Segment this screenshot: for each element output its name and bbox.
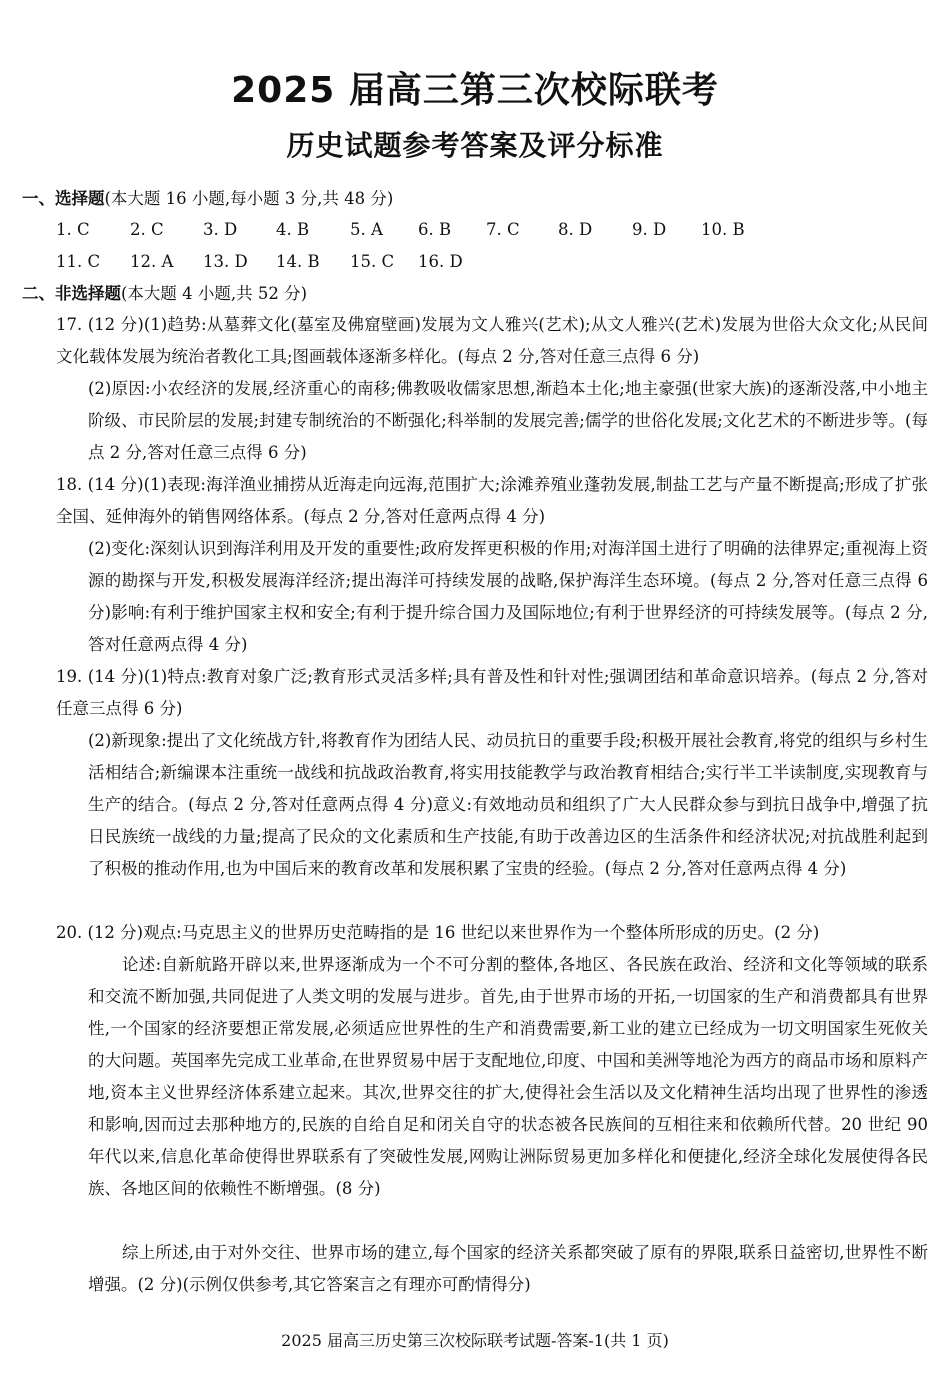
answer-3: 3. D	[203, 220, 238, 239]
q19-part1: 19. (14 分)(1)特点:教育对象广泛;教育形式灵活多样;具有普及性和针对性;强调团结和革命意识培养。(每点 2 分,答对任意三点得 6 分)	[56, 667, 928, 718]
page-title: 2025 届高三第三次校际联考	[231, 70, 719, 111]
answer-4: 4. B	[276, 220, 310, 239]
answer-13: 13. D	[203, 252, 248, 271]
answer-6: 6. B	[418, 220, 452, 239]
q18-part1: 18. (14 分)(1)表现:海洋渔业捕捞从近海走向远海,范围扩大;涂滩养殖业蓬勃发展,制盐工艺与产量不断提高;形成了扩张全国、延伸海外的销售网络体系。(每点 2 分,答对任意两点得 4 分)	[56, 475, 928, 526]
answer-1: 1. C	[56, 220, 90, 239]
q17-part1: 17. (12 分)(1)趋势:从墓葬文化(墓室及佛窟壁画)发展为文人雅兴(艺术);从文人雅兴(艺术)发展为世俗大众文化;从民间文化载体发展为统治者教化工具;图画载体逐渐多样化。(每点 2 分,答对任意三点得 6 分)	[56, 315, 928, 366]
section1-note: (本大题 16 小题,每小题 3 分,共 48 分)	[104, 189, 394, 208]
answer-15: 15. C	[350, 252, 395, 271]
q17-part2: (2)原因:小农经济的发展,经济重心的南移;佛教吸收儒家思想,渐趋本土化;地主豪强(世家大族)的逐渐没落,中小地主阶级、市民阶层的发展;封建专制统治的不断强化;科举制的发展完善;儒学的世俗化发展;文化艺术的不断进步等。(每点 2 分,答对任意三点得 6 分)	[88, 379, 928, 462]
q20-part1: 20. (12 分)观点:马克思主义的世界历史范畴指的是 16 世纪以来世界作为一个整体所形成的历史。(2 分)	[56, 923, 820, 942]
q20-part2: 论述:自新航路开辟以来,世界逐渐成为一个不可分割的整体,各地区、各民族在政治、经济和文化等领域的联系和交流不断加强,共同促进了人类文明的发展与进步。首先,由于世界市场的开拓,一切国家的生产和消费都具有世界性,一个国家的经济要想正常发展,必须适应世界性的生产和消费需要,新工业的建立已经成为一切文明国家生死攸关的大问题。英国率先完成工业革命,在世界贸易中居于支配地位,印度、中国和美洲等地沦为西方的商品市场和原料产地,资本主义世界经济体系建立起来。其次,世界交往的扩大,使得社会生活以及文化精神生活均出现了世界性的渗透和影响,因而过去那种地方的,民族的自给自足和闭关自守的状态被各民族间的互相往来和依赖所代替。20 世纪 90 年代以来,信息化革命使得世界联系有了突破性发展,网购让洲际贸易更加多样化和便捷化,经济全球化发展使得各民族、各地区间的依赖性不断增强。(8 分)	[88, 955, 928, 1198]
q18-part2: (2)变化:深刻认识到海洋利用及开发的重要性;政府发挥更积极的作用;对海洋国土进行了明确的法律界定;重视海上资源的勘探与开发,积极发展海洋经济;提出海洋可持续发展的战略,保护海洋生态环境。(每点 2 分,答对任意三点得 6 分)影响:有利于维护国家主权和安全;有利于提升综合国力及国际地位;有利于世界经济的可持续发展等。(每点 2 分,答对任意两点得 4 分)	[88, 539, 928, 654]
page-footer: 2025 届高三历史第三次校际联考试题-答案-1(共 1 页)	[281, 1331, 669, 1350]
section2-note: (本大题 4 小题,共 52 分)	[121, 284, 308, 303]
page-subtitle: 历史试题参考答案及评分标准	[286, 129, 664, 162]
section2-title: 二、非选择题	[22, 284, 121, 303]
answer-7: 7. C	[486, 220, 520, 239]
answer-14: 14. B	[276, 252, 320, 271]
answer-2: 2. C	[130, 220, 164, 239]
section1-heading	[22, 188, 393, 210]
answer-11: 11. C	[56, 252, 101, 271]
q20-part3: 综上所述,由于对外交往、世界市场的建立,每个国家的经济关系都突破了原有的界限,联系日益密切,世界性不断增强。(2 分)(示例仅供参考,其它答案言之有理亦可酌情得分)	[88, 1243, 928, 1294]
answer-12: 12. A	[130, 252, 174, 271]
q19-part2: (2)新现象:提出了文化统战方针,将教育作为团结人民、动员抗日的重要手段;积极开展社会教育,将党的组织与乡村生活相结合;新编课本注重统一战线和抗战政治教育,将实用技能教学与政治教育相结合;实行半工半读制度,实现教育与生产的结合。(每点 2 分,答对任意两点得 4 分)意义:有效地动员和组织了广大人民群众参与到抗日战争中,增强了抗日民族统一战线的力量;提高了民众的文化素质和生产技能,有助于改善边区的生活条件和经济状况;对抗战胜利起到了积极的推动作用,也为中国后来的教育改革和发展积累了宝贵的经验。(每点 2 分,答对任意两点得 4 分)	[88, 731, 928, 878]
section2-heading	[22, 283, 307, 305]
answer-9: 9. D	[632, 220, 667, 239]
answer-10: 10. B	[701, 220, 745, 239]
answer-5: 5. A	[350, 220, 383, 239]
answer-8: 8. D	[558, 220, 593, 239]
section1-title: 一、选择题	[22, 189, 105, 208]
answer-16: 16. D	[418, 252, 463, 271]
